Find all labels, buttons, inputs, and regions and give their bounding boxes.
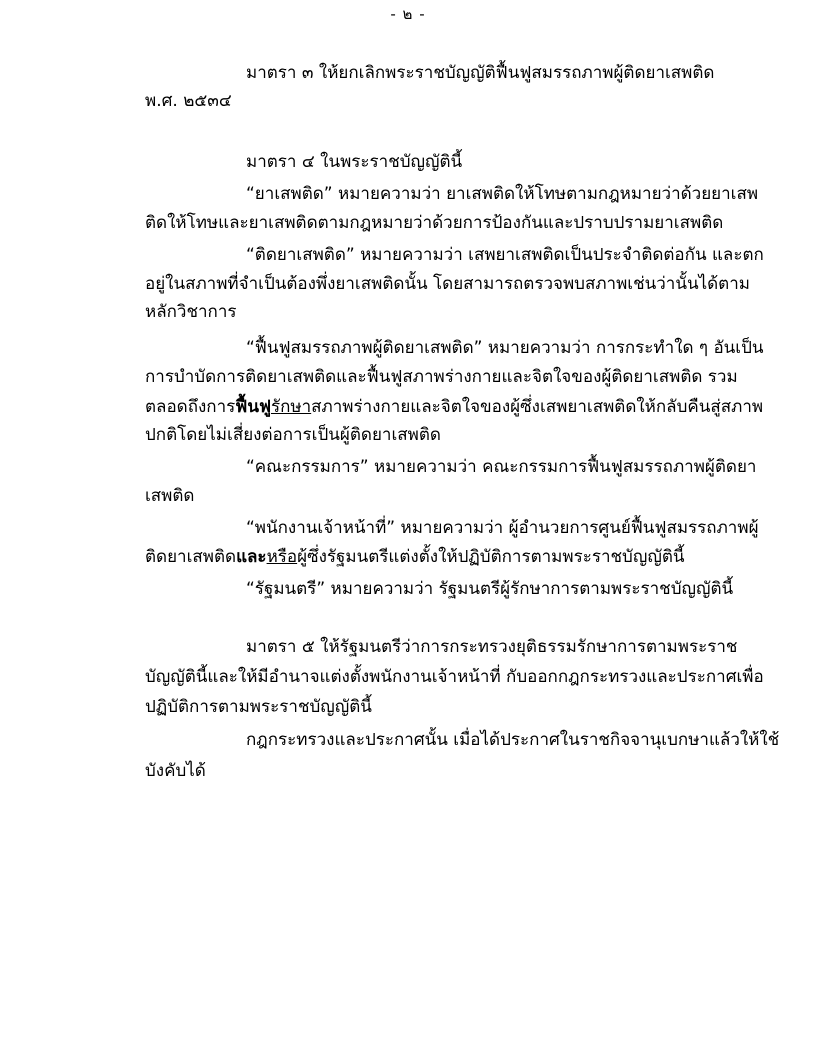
definition-rehabilitation-line-3 xyxy=(145,396,763,418)
definition-officer-line-1: “พนักงานเจ้าหน้าที่” หมายความว่า ผู้อำนวยการศูนย์ฟื้นฟูสมรรถภาพผู้ xyxy=(246,518,759,538)
definition-committee-line-1: “คณะกรรมการ” หมายความว่า คณะกรรมการฟื้นฟูสมรรถภาพผู้ติดยา xyxy=(246,457,757,477)
definition-committee-line-2: เสพติด xyxy=(145,486,195,506)
text-segment: ติดยาเสพติด xyxy=(145,547,237,567)
page-number: - ๒ - xyxy=(390,5,426,23)
section-5-para-2-line-2: บังคับได้ xyxy=(145,761,206,781)
definition-addicted-line-1: “ติดยาเสพติด” หมายความว่า เสพยาเสพติดเป็นประจำติดต่อกัน และตก xyxy=(246,245,764,265)
strikethrough-edit: และ xyxy=(236,547,267,567)
definition-rehabilitation-line-4: ปกติโดยไม่เสี่ยงต่อการเป็นผู้ติดยาเสพติด xyxy=(145,425,441,445)
section-5-para-2-line-1: กฎกระทรวงและประกาศนั้น เมื่อได้ประกาศในราชกิจจานุเบกษาแล้วให้ใช้ xyxy=(246,730,780,750)
underlined-edit: รักษา xyxy=(270,397,312,417)
definition-officer-line-2 xyxy=(145,546,684,568)
underlined-edit: หรือ xyxy=(266,547,298,567)
definition-addicted-line-3: หลักวิชาการ xyxy=(145,302,237,322)
section-3-line-2: พ.ศ. ๒๕๓๔ xyxy=(145,91,232,111)
section-4-heading: มาตรา ๔ ในพระราชบัญญัตินี้ xyxy=(246,152,463,172)
definition-minister-line-1: “รัฐมนตรี” หมายความว่า รัฐมนตรีผู้รักษาการตามพระราชบัญญัตินี้ xyxy=(246,579,734,599)
section-5-line-1: มาตรา ๕ ให้รัฐมนตรีว่าการกระทรวงยุติธรรมรักษาการตามพระราช xyxy=(246,637,738,657)
definition-drug-line-1: “ยาเสพติด” หมายความว่า ยาเสพติดให้โทษตามกฎหมายว่าด้วยยาเสพ xyxy=(246,184,759,204)
text-segment: สภาพร่างกายและจิตใจของผู้ซึ่งเสพยาเสพติดให้กลับคืนสู่สภาพ xyxy=(311,397,764,417)
definition-rehabilitation-line-1: “ฟื้นฟูสมรรถภาพผู้ติดยาเสพติด” หมายความว่า การกระทำใด ๆ อันเป็น xyxy=(246,338,764,358)
definition-rehabilitation-line-2: การบำบัดการติดยาเสพติดและฟื้นฟูสภาพร่างกายและจิตใจของผู้ติดยาเสพติด รวม xyxy=(145,367,738,387)
definition-drug-line-2: ติดให้โทษและยาเสพติดตามกฎหมายว่าด้วยการป้องกันและปราบปรามยาเสพติด xyxy=(145,213,724,233)
text-segment: ผู้ซึ่งรัฐมนตรีแต่งตั้งให้ปฏิบัติการตามพระราชบัญญัตินี้ xyxy=(297,547,685,567)
text-segment: ตลอดถึงการ xyxy=(145,397,236,417)
section-5-line-3: ปฏิบัติการตามพระราชบัญญัตินี้ xyxy=(145,697,372,717)
definition-addicted-line-2: อยู่ในสภาพที่จำเป็นต้องพึ่งยาเสพติดนั้น โดยสามารถตรวจพบสภาพเช่นว่านั้นได้ตาม xyxy=(145,274,750,294)
section-3-line-1: มาตรา ๓ ให้ยกเลิกพระราชบัญญัติฟื้นฟูสมรรถภาพผู้ติดยาเสพติด xyxy=(246,63,715,83)
section-5-line-2: บัญญัตินี้และให้มีอำนาจแต่งตั้งพนักงานเจ้าหน้าที่ กับออกกฎกระทรวงและประกาศเพื่อ xyxy=(145,667,764,687)
strikethrough-edit: ฟื้นฟู xyxy=(235,397,271,417)
